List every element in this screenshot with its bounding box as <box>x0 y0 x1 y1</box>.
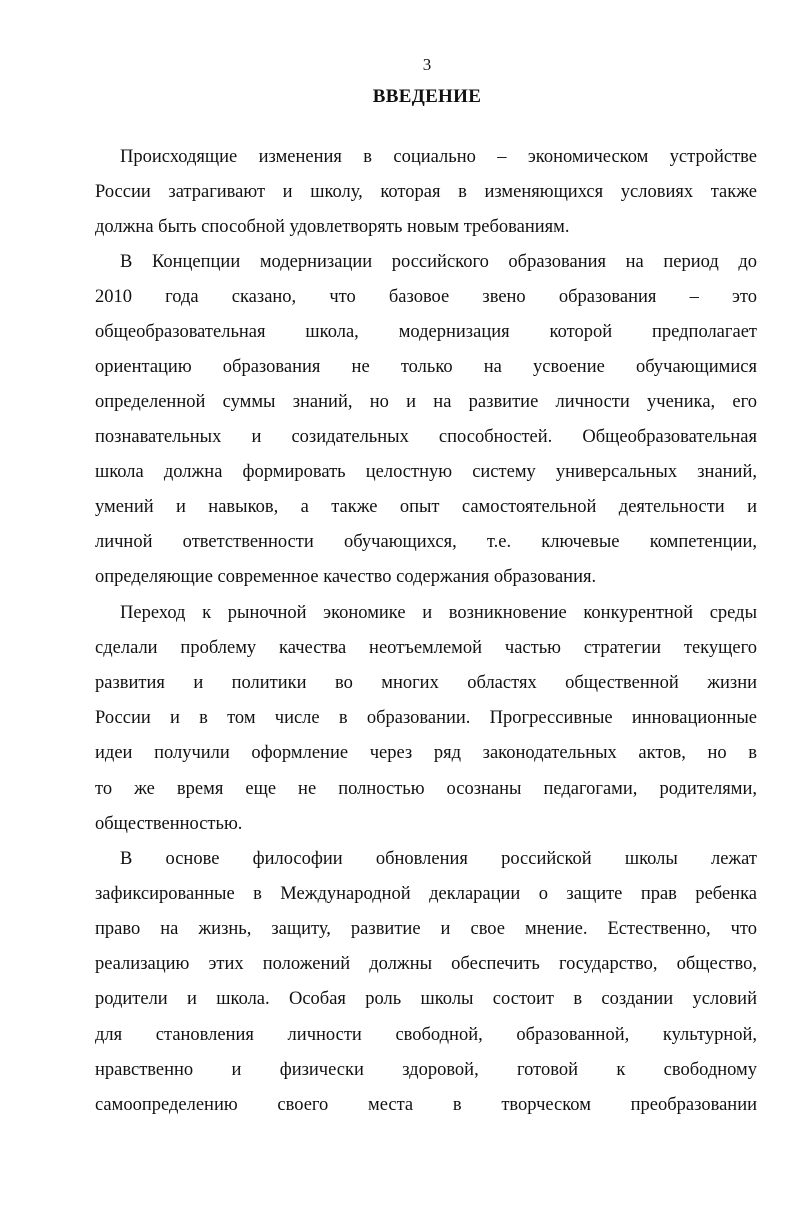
text-line: самоопределению своего места в творческом преобразовании <box>95 1095 757 1115</box>
text-line: определенной суммы знаний, но и на развитие личности ученика, его <box>95 392 757 412</box>
text-line: определяющие современное качество содержания образования. <box>95 567 597 587</box>
text-line: то же время еще не полностью осознаны педагогами, родителями, <box>95 779 757 799</box>
text-line: идеи получили оформление через ряд законодательных актов, но в <box>95 743 757 763</box>
text-line: право на жизнь, защиту, развитие и свое мнение. Естественно, что <box>95 919 757 939</box>
text-line: для становления личности свободной, образованной, культурной, <box>95 1025 757 1045</box>
text-line: развития и политики во многих областях общественной жизни <box>95 673 757 693</box>
text-line: ориентацию образования не только на усвоение обучающимися <box>95 357 757 377</box>
text-line: России и в том числе в образовании. Прогрессивные инновационные <box>95 708 757 728</box>
section-heading: ВВЕДЕНИЕ <box>372 86 482 107</box>
text-line: России затрагивают и школу, которая в изменяющихся условиях также <box>95 182 757 202</box>
text-line: зафиксированные в Международной декларации о защите прав ребенка <box>95 884 757 904</box>
text-line: общеобразовательная школа, модернизация которой предполагает <box>95 322 757 342</box>
text-line: 2010 года сказано, что базовое звено образования – это <box>95 287 757 307</box>
text-line: должна быть способной удовлетворять новым требованиям. <box>95 217 570 237</box>
page-number: 3 <box>422 55 432 74</box>
text-line: умений и навыков, а также опыт самостоятельной деятельности и <box>95 497 757 517</box>
text-line: В Концепции модернизации российского образования на период до <box>120 252 757 272</box>
text-line: личной ответственности обучающихся, т.е. ключевые компетенции, <box>95 532 757 552</box>
text-line: В основе философии обновления российской школы лежат <box>120 849 757 869</box>
text-line: реализацию этих положений должны обеспечить государство, общество, <box>95 954 757 974</box>
text-line: родители и школа. Особая роль школы состоит в создании условий <box>95 989 757 1009</box>
text-line: общественностью. <box>95 814 243 834</box>
text-line: Происходящие изменения в социально – экономическом устройстве <box>120 147 757 167</box>
text-line: Переход к рыночной экономике и возникновение конкурентной среды <box>120 603 757 623</box>
text-line: нравственно и физически здоровой, готовой к свободному <box>95 1060 757 1080</box>
text-line: школа должна формировать целостную систему универсальных знаний, <box>95 462 757 482</box>
text-line: сделали проблему качества неотъемлемой частью стратегии текущего <box>95 638 757 658</box>
text-line: познавательных и созидательных способностей. Общеобразовательная <box>95 427 757 447</box>
